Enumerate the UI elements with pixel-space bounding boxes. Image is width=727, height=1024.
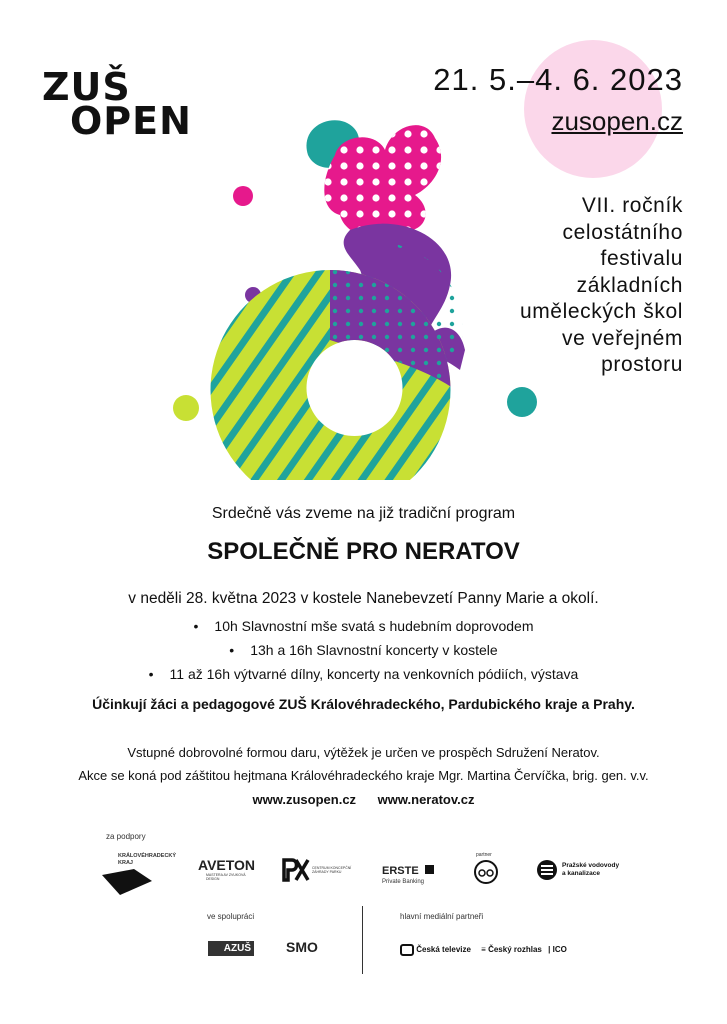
donation-text: Vstupné dobrovolné formou daru, výtěžek je určen ve prospěch Sdružení Neratov. (127, 745, 600, 760)
performers-text: Účinkují žáci a pedagogové ZUŠ Královéhradeckého, Pardubického kraje a Prahy. (92, 696, 635, 712)
event-date-location: v neděli 28. května 2023 v kostele Nanebevzetí Panny Marie a okolí. (128, 590, 599, 607)
erste-icon (425, 865, 434, 874)
partner-label: partner (476, 852, 492, 858)
logo-px (282, 858, 352, 887)
logo-aveton (198, 857, 255, 881)
event-title: SPOLEČNĚ PRO NERATOV (207, 538, 520, 565)
tagline-line: základních (576, 273, 683, 297)
program-list (0, 614, 727, 686)
ico-name: ICO (552, 945, 567, 955)
kraj-line2: KRAJ (118, 860, 133, 866)
dot-teal (507, 387, 537, 417)
logo-smo: SMO (286, 939, 318, 955)
sponsor-divider (362, 906, 363, 974)
tagline-line: prostoru (601, 353, 683, 376)
dot-pink (233, 186, 253, 206)
px-mark-icon (282, 858, 310, 882)
cooperation-label: ve spolupráci (207, 912, 255, 921)
invitation-text: Srdečně vás zveme na již tradiční program (211, 505, 516, 522)
tagline-line: celostátního (562, 220, 683, 244)
program-item: • 11 až 16h výtvarné dílny, koncerty na venkovních pódiích, výstava (0, 662, 727, 686)
pvk-line2: a kanalizace (562, 870, 600, 877)
pvk-line1: Pražské vodovody (562, 862, 620, 869)
logo-line1: ZUŠ (42, 65, 131, 109)
program-item: • 13h a 16h Slavnostní koncerty v kostele (0, 638, 727, 662)
media-partner-logos (400, 944, 567, 956)
pvk-icon (536, 859, 558, 881)
logo-azus (208, 941, 254, 956)
px-subtitle: CENTRUM KONCEPČNÍ ZÁHRADY PARKU (312, 866, 352, 874)
partner-circle-icon (470, 855, 502, 885)
tagline-line: VII. ročník (581, 194, 683, 217)
festival-artwork-graphic (160, 110, 560, 480)
erste-name: ERSTE (382, 865, 419, 877)
program-item: • 10h Slavnostní mše svatá s hudebním doprovodem (0, 614, 727, 638)
aveton-subtitle: MASTERA AV ZVUKOVÁ DESIGN (206, 873, 246, 881)
logo-erste (382, 861, 434, 885)
logo-kralovehradecky-kraj (100, 853, 177, 895)
tagline-line: festivalu (600, 247, 683, 270)
supported-by-label: za podpory (106, 832, 146, 841)
aveton-name: AVETON (198, 857, 256, 873)
ct-name: Česká televize (416, 945, 471, 955)
dot-lime (173, 395, 199, 421)
link-neratov[interactable]: www.neratov.cz (377, 792, 475, 807)
cro-name: Český rozhlas (488, 945, 542, 955)
logo-line2: OPEN (70, 99, 192, 143)
cro-icon: ≡ (481, 945, 486, 955)
patronage-text: Akce se koná pod záštitou hejtmana Královéhradeckého kraje Mgr. Martina Červíčka, brig. gen. v.v. (78, 768, 649, 783)
azus-name: AZUŠ (223, 943, 251, 954)
tagline-line: ve veřejném (562, 326, 683, 350)
website-links (0, 792, 727, 807)
ct-icon (400, 944, 414, 956)
festival-dates: 21. 5.–4. 6. 2023 (433, 62, 683, 97)
kraj-line1: KRÁLOVÉHRADECKÝ (118, 853, 177, 859)
tagline-line: uměleckých škol (519, 300, 683, 323)
media-partners-label: hlavní mediální partneři (400, 912, 484, 921)
link-zusopen[interactable]: www.zusopen.cz (252, 792, 357, 807)
logo-partner (470, 852, 502, 885)
festival-url[interactable]: zusopen.cz (551, 106, 683, 136)
separator: | (548, 945, 551, 955)
erste-subtitle: Private Banking (382, 879, 425, 885)
logo-pvk (536, 859, 620, 886)
